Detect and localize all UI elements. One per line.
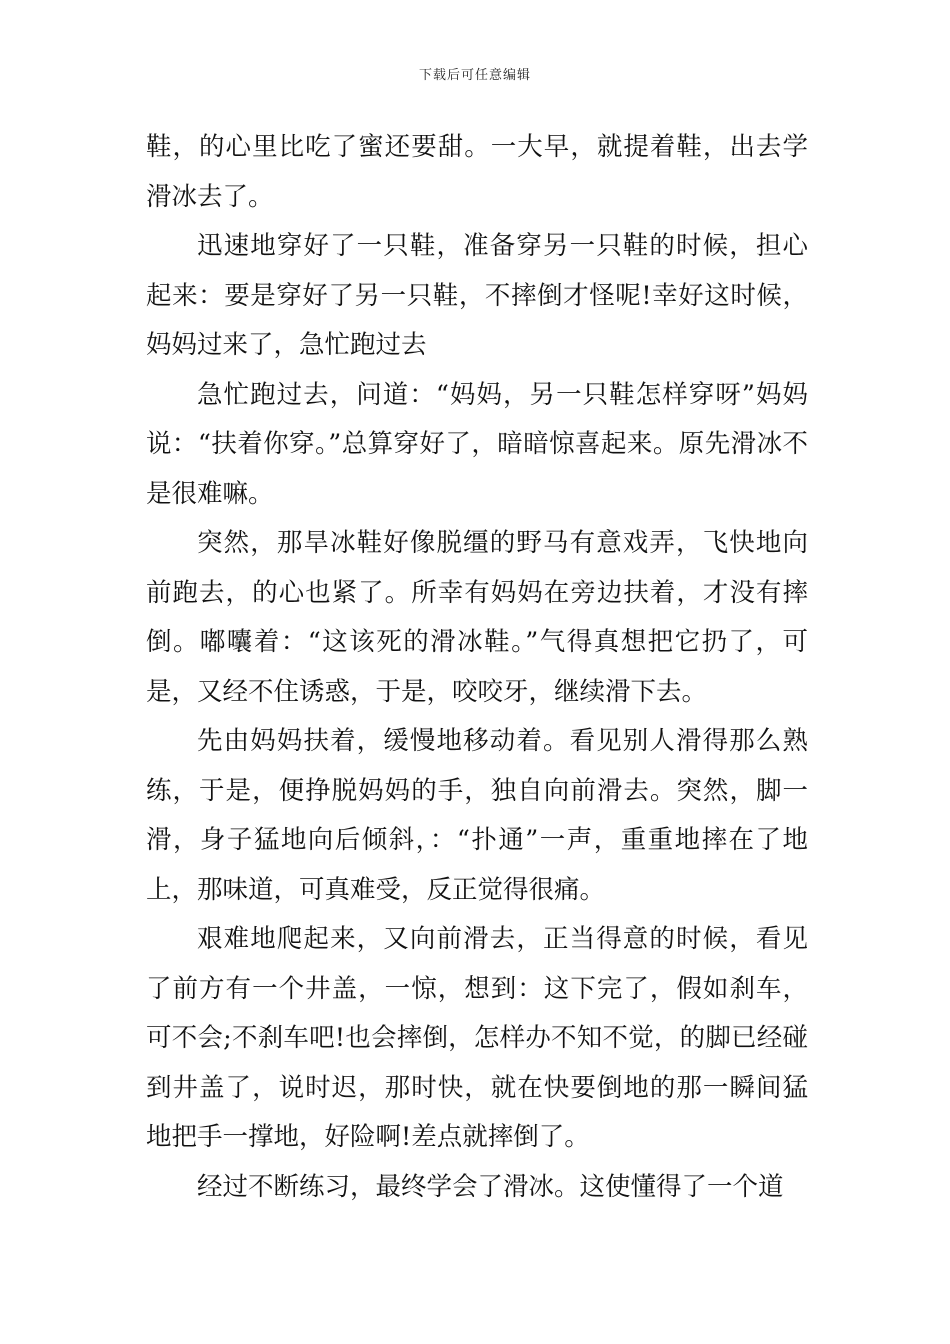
paragraph: 经过不断练习，最终学会了滑冰。这使懂得了一个道: [197, 1171, 784, 1202]
paragraph: 急忙跑过去，问道：“妈妈，另一只鞋怎样穿呀”妈妈说：“扶着你穿。”总算穿好了，暗暗惊喜起来。原先滑冰不是很难嘛。: [146, 379, 808, 509]
document-body: [146, 123, 808, 1212]
paragraph: 鞋，的心里比吃了蜜还要甜。一大早，就提着鞋，出去学滑冰去了。: [146, 132, 808, 212]
paragraph: 艰难地爬起来，又向前滑去，正当得意的时候，看见了前方有一个井盖，一惊，想到：这下完了，假如刹车，可不会;不刹车吧!也会摔倒，怎样办不知不觉，的脚已经碰到井盖了，说时迟，那时快，就在快要倒地的那一瞬间猛地把手一撑地，好险啊!差点就摔倒了。: [146, 924, 808, 1152]
paragraph: 先由妈妈扶着，缓慢地移动着。看见别人滑得那么熟练，于是，便挣脱妈妈的手，独自向前滑去。突然，脚一滑，身子猛地向后倾斜，：“扑通”一声，重重地摔在了地上，那味道，可真难受，反正觉得很痛。: [146, 726, 808, 905]
paragraph: 迅速地穿好了一只鞋，准备穿另一只鞋的时候，担心起来：要是穿好了另一只鞋，不摔倒才怪呢!幸好这时候，妈妈过来了，急忙跑过去: [146, 231, 808, 360]
page-header: 下载后可任意编辑: [418, 68, 531, 83]
paragraph: 突然，那旱冰鞋好像脱缰的野马有意戏弄，飞快地向前跑去，的心也紧了。所幸有妈妈在旁边扶着，才没有摔倒。嘟囔着：“这该死的滑冰鞋。”气得真想把它扔了，可是，又经不住诱惑，于是，咬咬牙，继续滑下去。: [146, 528, 808, 707]
